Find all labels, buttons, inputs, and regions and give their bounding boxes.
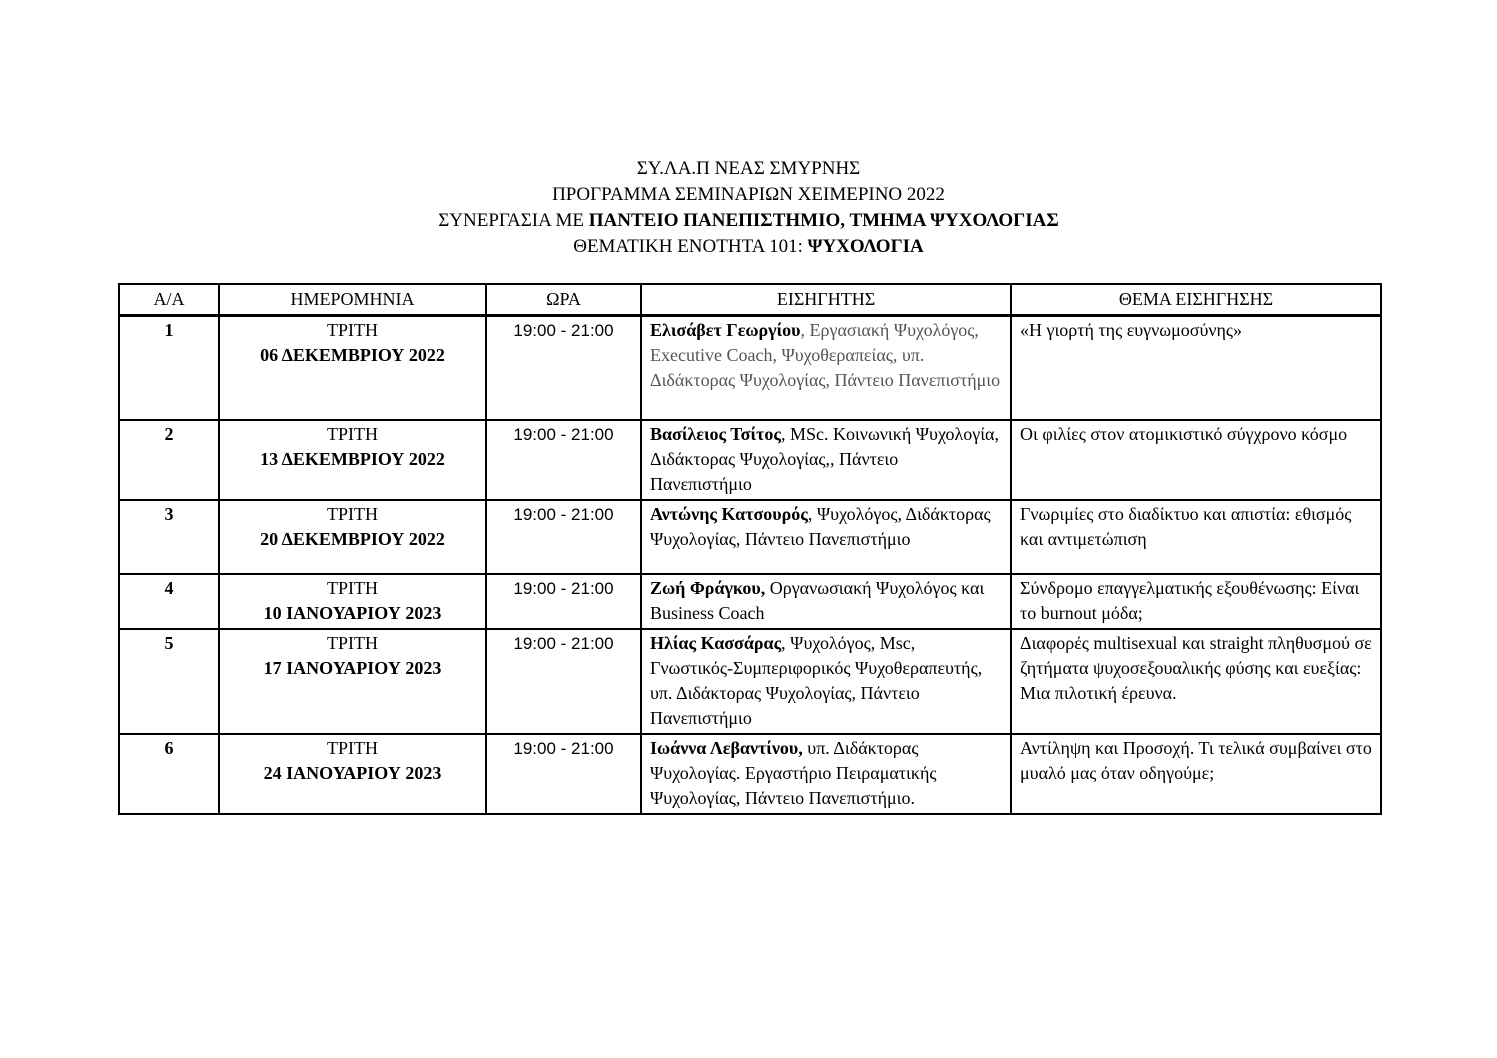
row-time: 19:00 - 21:00 — [486, 420, 641, 500]
row-day: ΤΡΙΤΗ — [327, 504, 378, 524]
speaker-details: υπ. Διδάκτορας Ψυχολογίας. Εργαστήριο Πειραματικής Ψυχολογίας, Πάντειο Πανεπιστήμιο. — [650, 738, 937, 808]
table-row — [119, 574, 1381, 629]
row-day: ΤΡΙΤΗ — [327, 578, 378, 598]
title-line4-subject: ΨΥΧΟΛΟΓΙΑ — [807, 236, 924, 257]
table-header-row — [119, 284, 1381, 316]
title-line3-university: ΠΑΝΤΕΙΟ ΠΑΝΕΠΙΣΤΗΜΙΟ, ΤΜΗΜΑ ΨΥΧΟΛΟΓΙΑΣ — [588, 210, 1059, 231]
title-line-thematic-unit — [0, 234, 1497, 260]
speaker-name: Βασίλειος Τσίτος — [650, 424, 781, 444]
speaker-details: , Ψυχολόγος, Msc, Γνωστικός-Συμπεριφορικός Ψυχοθεραπευτής, υπ. Διδάκτορας Ψυχολογίας, Πάντειο Πανεπιστήμιο — [650, 633, 983, 728]
title-line-program: ΠΡΟΓΡΑΜΜΑ ΣΕΜΙΝΑΡΙΩΝ ΧΕΙΜΕΡΙΝΟ 2022 — [552, 184, 945, 205]
row-topic: «Η γιορτή της ευγνωμοσύνης» — [1011, 316, 1381, 421]
header-time: ΩΡΑ — [486, 284, 641, 316]
row-day: ΤΡΙΤΗ — [327, 424, 378, 444]
row-topic: Οι φιλίες στον ατομικιστικό σύγχρονο κόσμο — [1011, 420, 1381, 500]
speaker-name: Ζωή Φράγκου, — [650, 578, 766, 598]
header-topic: ΘΕΜΑ ΕΙΣΗΓΗΣΗΣ — [1011, 284, 1381, 316]
speaker-name: Ελισάβετ Γεωργίου — [650, 320, 801, 340]
row-number: 6 — [119, 734, 219, 814]
row-date-value: 20 ΔΕΚΕΜΒΡΙΟΥ 2022 — [260, 529, 445, 549]
row-speaker — [641, 734, 1011, 814]
row-day: ΤΡΙΤΗ — [327, 320, 378, 340]
row-date-value: 13 ΔΕΚΕΜΒΡΙΟΥ 2022 — [260, 449, 445, 469]
row-topic: Σύνδρομο επαγγελματικής εξουθένωσης: Είναι το burnout μόδα; — [1011, 574, 1381, 629]
row-speaker — [641, 574, 1011, 629]
document-title-block — [0, 156, 1497, 260]
speaker-details: , MSc. Κοινωνική Ψυχολογία, Διδάκτορας Ψυχολογίας,, Πάντειο Πανεπιστήμιο — [650, 424, 999, 494]
table-row — [119, 500, 1381, 574]
row-date-value: 06 ΔΕΚΕΜΒΡΙΟΥ 2022 — [260, 345, 445, 365]
row-number: 2 — [119, 420, 219, 500]
row-day: ΤΡΙΤΗ — [327, 633, 378, 653]
speaker-details: , Εργασιακή Ψυχολόγος, Executive Coach, Ψυχοθεραπείας, υπ. Διδάκτορας Ψυχολογίας, Πάντειο Πανεπιστήμιο — [650, 320, 1001, 390]
row-date — [219, 420, 486, 500]
row-date — [219, 629, 486, 734]
row-number: 1 — [119, 316, 219, 421]
row-speaker — [641, 316, 1011, 421]
table-row — [119, 734, 1381, 814]
row-speaker — [641, 629, 1011, 734]
speaker-details: Οργανωσιακή Ψυχολόγος και Business Coach — [650, 578, 985, 623]
row-topic: Αντίληψη και Προσοχή. Τι τελικά συμβαίνει στο μυαλό μας όταν οδηγούμε; — [1011, 734, 1381, 814]
row-date-value: 10 ΙΑΝΟΥΑΡΙΟΥ 2023 — [263, 603, 442, 623]
row-topic: Διαφορές multisexual και straight πληθυσμού σε ζητήματα ψυχοσεξουαλικής φύσης και ευεξίας: Μια πιλοτική έρευνα. — [1011, 629, 1381, 734]
speaker-name: Ηλίας Κασσάρας — [650, 633, 782, 653]
row-speaker — [641, 500, 1011, 574]
row-time: 19:00 - 21:00 — [486, 316, 641, 421]
row-date — [219, 500, 486, 574]
row-date — [219, 574, 486, 629]
row-speaker — [641, 420, 1011, 500]
table-row — [119, 316, 1381, 421]
row-number: 5 — [119, 629, 219, 734]
header-date: ΗΜΕΡΟΜΗΝΙΑ — [219, 284, 486, 316]
row-topic: Γνωριμίες στο διαδίκτυο και απιστία: εθισμός και αντιμετώπιση — [1011, 500, 1381, 574]
row-date — [219, 734, 486, 814]
title-line3-prefix: ΣΥΝΕΡΓΑΣΙΑ ΜΕ — [438, 210, 589, 231]
row-number: 3 — [119, 500, 219, 574]
speaker-details: , Ψυχολόγος, Διδάκτορας Ψυχολογίας, Πάντειο Πανεπιστήμιο — [650, 504, 991, 549]
row-number: 4 — [119, 574, 219, 629]
row-time: 19:00 - 21:00 — [486, 500, 641, 574]
title-line-org: ΣΥ.ΛΑ.Π ΝΕΑΣ ΣΜΥΡΝΗΣ — [636, 158, 861, 179]
seminar-schedule-table — [118, 283, 1382, 815]
header-number: Α/Α — [119, 284, 219, 316]
title-line-collaboration — [0, 208, 1497, 234]
row-day: ΤΡΙΤΗ — [327, 738, 378, 758]
table-row — [119, 629, 1381, 734]
title-line4-prefix: ΘΕΜΑΤΙΚΗ ΕΝΟΤΗΤΑ 101: — [573, 236, 808, 257]
row-date-value: 17 ΙΑΝΟΥΑΡΙΟΥ 2023 — [263, 658, 442, 678]
row-time: 19:00 - 21:00 — [486, 574, 641, 629]
table-row — [119, 420, 1381, 500]
speaker-name: Ιωάννα Λεβαντίνου, — [650, 738, 803, 758]
header-speaker: ΕΙΣΗΓΗΤΗΣ — [641, 284, 1011, 316]
row-time: 19:00 - 21:00 — [486, 734, 641, 814]
row-date — [219, 316, 486, 421]
row-date-value: 24 ΙΑΝΟΥΑΡΙΟΥ 2023 — [263, 763, 442, 783]
row-time: 19:00 - 21:00 — [486, 629, 641, 734]
speaker-name: Αντώνης Κατσουρός — [650, 504, 808, 524]
